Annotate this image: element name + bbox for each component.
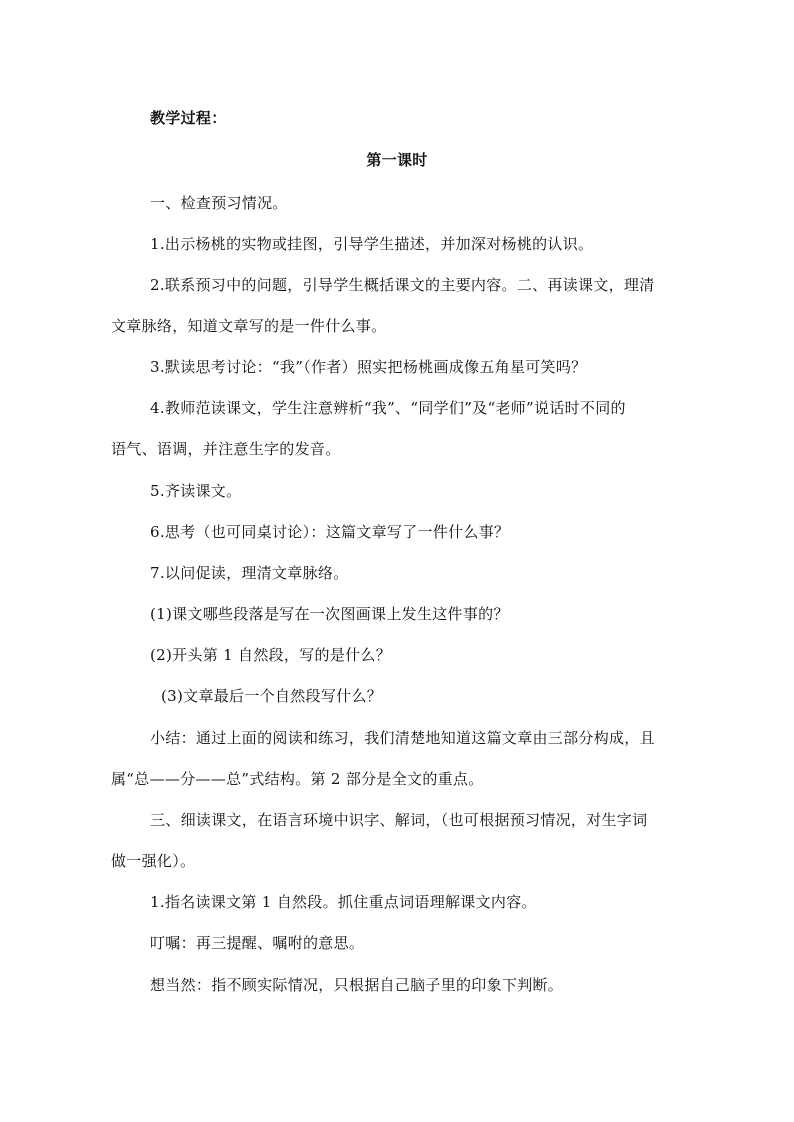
paragraph-11: (3)文章最后一个自然段写什么？ xyxy=(161,687,383,705)
section-heading: 教学过程： xyxy=(150,109,227,127)
paragraph-10: (2)开头第 1 自然段，写的是什么？ xyxy=(150,646,392,664)
paragraph-9: (1)课文哪些段落是写在一次图画课上发生这件事的？ xyxy=(150,605,509,623)
paragraph-5: 4.教师范读课文，学生注意辨析“我”、“同学们”及“老师”说话时不同的 xyxy=(150,399,626,417)
paragraph-12-continued: 属“总——分——总”式结构。第 2 部分是全文的重点。 xyxy=(111,770,484,788)
paragraph-1: 一、检查预习情况。 xyxy=(150,194,288,212)
paragraph-5-continued: 语气、语调，并注意生字的发音。 xyxy=(111,440,341,458)
paragraph-16: 想当然：指不顾实际情况，只根据自己脑子里的印象下判断。 xyxy=(150,976,564,994)
paragraph-4: 3.默读思考讨论：“我”（作者）照实把杨桃画成像五角星可笑吗？ xyxy=(150,358,587,376)
paragraph-2: 1.出示杨桃的实物或挂图，引导学生描述，并加深对杨桃的认识。 xyxy=(150,235,594,253)
paragraph-6: 5.齐读课文。 xyxy=(150,482,242,500)
paragraph-13: 三、细读课文，在语言环境中识字、解词，（也可根据预习情况，对生字词 xyxy=(150,811,648,829)
paragraph-7: 6.思考（也可同桌讨论）：这篇文章写了一件什么事？ xyxy=(150,523,510,541)
paragraph-13-continued: 做一强化）。 xyxy=(111,852,196,870)
paragraph-14: 1.指名读课文第 1 自然段。抓住重点词语理解课文内容。 xyxy=(150,893,537,911)
paragraph-3: 2.联系预习中的问题，引导学生概括课文的主要内容。二、再读课文，理清 xyxy=(150,276,655,294)
paragraph-12: 小结：通过上面的阅读和练习，我们清楚地知道这篇文章由三部分构成，且 xyxy=(150,729,655,747)
paragraph-15: 叮嘱：再三提醒、嘱咐的意思。 xyxy=(150,934,365,952)
paragraph-3-continued: 文章脉络，知道文章写的是一件什么事。 xyxy=(111,317,387,335)
paragraph-8: 7.以问促读，理清文章脉络。 xyxy=(150,564,349,582)
lesson-title: 第一课时 xyxy=(366,151,428,169)
